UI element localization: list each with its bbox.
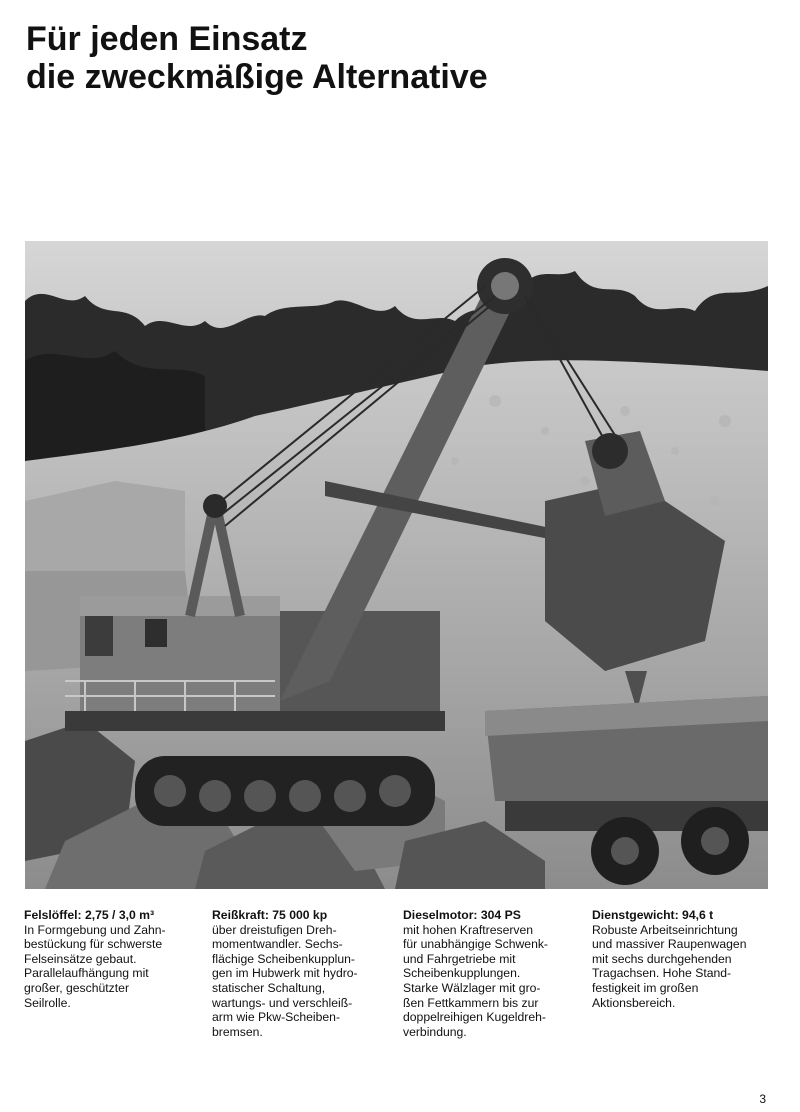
spec-line: Felseinsätze gebaut. (24, 951, 137, 966)
spec-line: doppelreihigen Kugeldreh- (403, 1010, 546, 1025)
spec-line: Seilrolle. (24, 995, 71, 1010)
spec-line: bremsen. (212, 1024, 263, 1039)
spec-heading: Reißkraft: 75 000 kp (212, 908, 328, 922)
spec-line: großer, geschützter (24, 980, 129, 995)
excavator-photo (25, 241, 768, 889)
spec-line: mit sechs durchgehenden (592, 951, 732, 966)
headline-line-2: die zweckmäßige Alternative (26, 58, 488, 96)
spec-line: In Formgebung und Zahn- (24, 922, 166, 937)
spec-line: Parallelaufhängung mit (24, 966, 149, 981)
spec-line: Starke Wälzlager mit gro- (403, 980, 541, 995)
spec-line: momentwandler. Sechs- (212, 937, 343, 952)
spec-line: flächige Scheibenkupplun- (212, 951, 355, 966)
spec-line: bestückung für schwerste (24, 937, 163, 952)
page-headline (26, 20, 488, 96)
spec-line: statischer Schaltung, (212, 980, 326, 995)
spec-line: wartungs- und verschleiß- (212, 995, 353, 1010)
spec-line: verbindung. (403, 1024, 467, 1039)
spec-line: über dreistufigen Dreh- (212, 922, 337, 937)
spec-line: festigkeit im großen (592, 980, 699, 995)
excavator-loading-dump-truck-photo-icon (25, 241, 768, 889)
spec-line: gen im Hubwerk mit hydro- (212, 966, 358, 981)
spec-line: arm wie Pkw-Scheiben- (212, 1010, 341, 1025)
spec-line: ßen Fettkammern bis zur (403, 995, 539, 1010)
spec-line: Tragachsen. Hohe Stand- (592, 966, 732, 981)
spec-heading: Dieselmotor: 304 PS (403, 908, 521, 922)
headline-line-1: Für jeden Einsatz (26, 20, 308, 58)
spec-diesel-engine (403, 908, 581, 1039)
spec-line: Aktionsbereich. (592, 995, 676, 1010)
spec-line: für unabhängige Schwenk- (403, 937, 548, 952)
spec-breakout-force (212, 908, 390, 1039)
spec-line: Robuste Arbeitseinrichtung (592, 922, 738, 937)
spec-operating-weight (592, 908, 772, 1010)
spec-line: Scheibenkupplungen. (403, 966, 521, 981)
spec-line: und massiver Raupenwagen (592, 937, 747, 952)
spec-line: mit hohen Kraftreserven (403, 922, 534, 937)
spec-line: und Fahrgetriebe mit (403, 951, 516, 966)
spec-bucket (24, 908, 202, 1010)
page-number: 3 (759, 1092, 766, 1106)
spec-heading: Felslöffel: 2,75 / 3,0 m³ (24, 908, 155, 922)
spec-heading: Dienstgewicht: 94,6 t (592, 908, 714, 922)
